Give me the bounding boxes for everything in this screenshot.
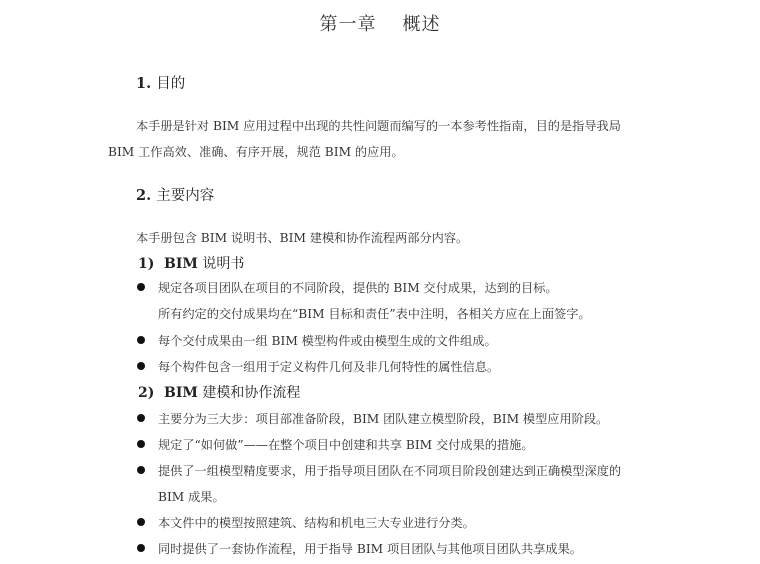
bullet-icon (137, 283, 145, 291)
section-1-number: 1. (136, 75, 152, 92)
subsection-1-number: 1) (138, 256, 155, 272)
subsection-1-title-bold: BIM (164, 256, 198, 272)
subsection-2-number: 2) (138, 385, 155, 401)
subsection-2-title-bold: BIM (164, 385, 198, 401)
subsection-1-title: 说明书 (197, 256, 245, 272)
bullet-icon (137, 466, 145, 474)
section-1-title: 目的 (156, 76, 186, 92)
list-item-continuation: BIM 成果。 (158, 490, 225, 504)
section-2-title: 主要内容 (156, 188, 215, 204)
section-1-heading (136, 72, 185, 93)
bullet-icon (137, 544, 145, 552)
subsection-2-heading (138, 382, 300, 402)
section-2-intro: 本手册包含 BIM 说明书、BIM 建模和协作流程两部分内容。 (136, 231, 469, 245)
list-item: 本文件中的模型按照建筑、结构和机电三大专业进行分类。 (158, 516, 475, 530)
bullet-icon (137, 440, 145, 448)
subsection-2-title: 建模和协作流程 (197, 385, 301, 401)
bullet-icon (137, 414, 145, 422)
bullet-icon (137, 336, 145, 344)
list-item: 主要分为三大步：项目部准备阶段，BIM 团队建立模型阶段，BIM 模型应用阶段。 (158, 412, 609, 426)
list-item: 同时提供了一套协作流程，用于指导 BIM 项目团队与其他项目团队共享成果。 (158, 542, 582, 556)
chapter-name: 概述 (402, 14, 441, 35)
list-item-continuation: 所有约定的交付成果均在“BIM 目标和责任”表中注明，各相关方应在上面签字。 (158, 307, 591, 321)
section-2-heading (136, 184, 214, 205)
list-item: 每个构件包含一组用于定义构件几何及非几何特性的属性信息。 (158, 360, 500, 374)
bullet-icon (137, 518, 145, 526)
list-item: 每个交付成果由一组 BIM 模型构件或由模型生成的文件组成。 (158, 334, 497, 348)
list-item: 提供了一组模型精度要求，用于指导项目团队在不同项目阶段创建达到正确模型深度的 (158, 464, 622, 478)
section-2-number: 2. (136, 187, 152, 204)
chapter-number: 第一章 (319, 14, 377, 35)
section-1-paragraph-line-2: BIM 工作高效、准确、有序开展，规范 BIM 的应用。 (108, 145, 404, 159)
bullet-icon (137, 362, 145, 370)
section-1-paragraph-line-1: 本手册是针对 BIM 应用过程中出现的共性问题而编写的一本参考性指南，目的是指导我局 (136, 119, 621, 133)
subsection-1-heading (138, 253, 244, 273)
list-item: 规定各项目团队在项目的不同阶段，提供的 BIM 交付成果，达到的目标。 (158, 281, 558, 295)
list-item: 规定了“如何做”——在整个项目中创建和共享 BIM 交付成果的措施。 (158, 438, 534, 452)
chapter-title (0, 10, 760, 36)
